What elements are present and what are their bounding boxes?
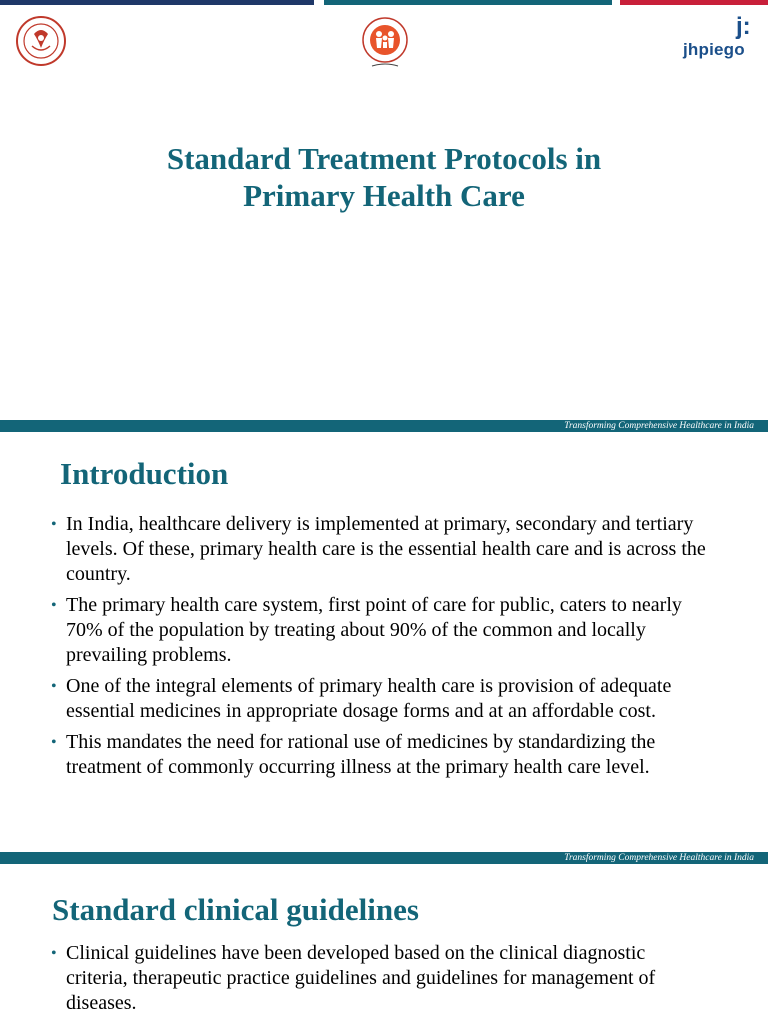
- bullet-icon: •: [51, 945, 57, 962]
- national-health-mission-logo: [352, 14, 418, 70]
- state-emblem-seal-icon: [14, 14, 68, 68]
- slide-footer: [0, 420, 768, 432]
- slide-heading: Introduction: [60, 456, 229, 491]
- jhpiego-wordmark: jhpiego: [683, 40, 745, 59]
- top-bar-teal: [324, 0, 612, 5]
- list-item: • One of the integral elements of primary health care is provision of adequate essential medicines in appropriate dosage forms and at an affordable cost.: [51, 675, 672, 722]
- bullet-icon: •: [51, 734, 57, 751]
- list-item: • This mandates the need for rational use of medicines by standardizing the treatment of commonly occurring illness at the primary health care level.: [51, 731, 656, 778]
- jhpiego-logo: [676, 13, 756, 64]
- list-item: • The primary health care system, first point of care for public, caters to nearly 70% of the population by treating about 90% of the common and locally prevailing problems.: [51, 594, 682, 666]
- bullet-icon: •: [51, 597, 57, 614]
- title-line-2: Primary Health Care: [243, 178, 525, 213]
- list-item: • In India, healthcare delivery is implemented at primary, secondary and tertiary levels. Of these, primary health care is the essential health care and is across the country.: [51, 513, 706, 585]
- slide-footer: [0, 852, 768, 864]
- standard-clinical-guidelines-slide: [0, 864, 768, 1024]
- footer-tagline: Transforming Comprehensive Healthcare in India: [564, 853, 754, 863]
- top-bar-navy: [0, 0, 314, 5]
- jhpiego-mark: j:: [736, 13, 751, 40]
- bullet-icon: •: [51, 516, 57, 533]
- introduction-slide: [0, 432, 768, 864]
- title-line-1: Standard Treatment Protocols in: [166, 141, 602, 176]
- bullet-icon: •: [51, 678, 57, 695]
- bullet-list: [51, 941, 691, 1022]
- top-bar-red: [620, 0, 768, 5]
- slide-heading: Standard clinical guidelines: [52, 892, 419, 927]
- footer-tagline: Transforming Comprehensive Healthcare in India: [564, 421, 754, 431]
- list-item: • Clinical guidelines have been developed based on the clinical diagnostic criteria, therapeutic practice guidelines and guidelines for management of diseases.: [51, 942, 656, 1014]
- title-slide: [0, 0, 768, 432]
- bullet-list: [51, 512, 711, 786]
- slide-title: [0, 140, 768, 214]
